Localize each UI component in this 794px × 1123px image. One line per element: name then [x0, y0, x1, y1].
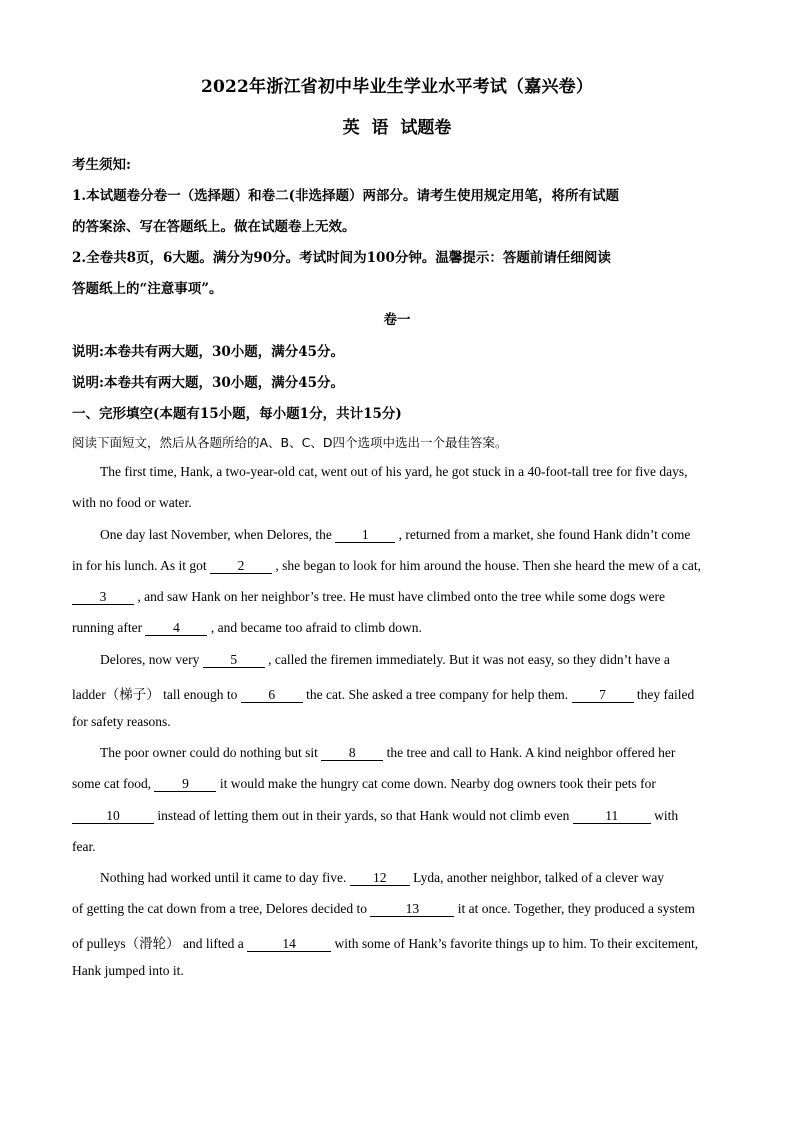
passage-text: the tree and call to Hank. A kind neighbor offered her: [383, 745, 676, 760]
passage-text: the cat. She asked a tree company for help them.: [302, 687, 572, 702]
passage-line: [72, 901, 728, 917]
passage-text: it would make the hungry cat come down. Nearby dog owners took their pets for: [216, 776, 656, 791]
passage-line: [100, 870, 728, 886]
passage-text: The first time, Hank, a two-year-old cat, went out of his yard, he got stuck in a 40-foot-tall tree for five days,: [100, 464, 688, 479]
section-heading: 一、完形填空(本题有15小题，每小题1分，共计15分): [72, 406, 402, 422]
exam-title: 2022年浙江省初中毕业生学业水平考试（嘉兴卷）: [200, 77, 594, 97]
passage-text: ladder（梯子） tall enough to: [72, 687, 241, 702]
passage-text: , returned from a market, she found Hank didn’t come: [395, 527, 691, 542]
passage-text: fear.: [72, 839, 96, 854]
passage-text: Nothing had worked until it came to day five.: [100, 870, 350, 885]
passage-text: One day last November, when Delores, the: [100, 527, 336, 542]
passage-line: [72, 776, 728, 792]
notice-item-1-cont: 的答案涂、写在答题纸上。做在试题卷上无效。: [72, 219, 356, 235]
notice-item-1: 1.本试题卷分卷一（选择题）和卷二(非选择题）两部分。请考生使用规定用笔，将所有试题: [72, 188, 619, 204]
passage-line: [72, 620, 728, 636]
passage-line: [72, 808, 728, 824]
passage-text: with some of Hank’s favorite things up to him. To their excitement,: [331, 936, 699, 951]
passage-text: Lyda, another neighbor, talked of a clever way: [409, 870, 665, 885]
volume-note: 说明:本卷共有两大题，30小题，满分45分。: [72, 344, 345, 360]
blank-4[interactable]: 4: [145, 621, 207, 636]
passage-line: [72, 963, 728, 979]
blank-8[interactable]: 8: [321, 746, 383, 761]
notice-item-2: 2.全卷共8页，6大题。满分为90分。考试时间为100分钟。温馨提示：答题前请任细阅读: [72, 250, 611, 266]
passage-line: [72, 714, 728, 730]
notice-heading: 考生须知:: [72, 157, 131, 173]
blank-2[interactable]: 2: [210, 559, 272, 574]
passage-line: [100, 527, 728, 543]
passage-text: The poor owner could do nothing but sit: [100, 745, 322, 760]
passage-text: of pulleys（滑轮） and lifted a: [72, 936, 248, 951]
passage-text: of getting the cat down from a tree, Delores decided to: [72, 901, 371, 916]
blank-12[interactable]: 12: [350, 871, 410, 886]
volume-note-repeat: 说明:本卷共有两大题，30小题，满分45分。: [72, 375, 345, 391]
passage-line: [72, 589, 728, 605]
passage-line: [100, 745, 728, 761]
blank-6[interactable]: 6: [241, 688, 303, 703]
passage-text: , she began to look for him around the house. Then she heard the mew of a cat,: [272, 558, 702, 573]
passage-text: , and saw Hank on her neighbor’s tree. He must have climbed onto the tree while some dogs were: [134, 589, 665, 604]
passage-line: [72, 839, 728, 855]
passage-text: Hank jumped into it.: [72, 963, 184, 978]
passage-line: [100, 652, 728, 668]
blank-11[interactable]: 11: [573, 809, 651, 824]
volume-label: 卷一: [383, 312, 411, 328]
passage-line: [72, 558, 728, 574]
blank-5[interactable]: 5: [203, 653, 265, 668]
blank-13[interactable]: 13: [370, 902, 454, 917]
passage-line: [100, 464, 728, 480]
notice-item-2-cont: 答题纸上的“注意事项”。: [72, 281, 223, 297]
section-instruction: 阅读下面短文，然后从各题所给的A、B、C、D四个选项中选出一个最佳答案。: [72, 435, 508, 450]
passage-line: [72, 683, 728, 703]
passage-text: running after: [72, 620, 146, 635]
passage-text: , and became too afraid to climb down.: [207, 620, 422, 635]
blank-7[interactable]: 7: [572, 688, 634, 703]
passage-line: [72, 932, 728, 952]
passage-text: they failed: [633, 687, 695, 702]
passage-text: , called the firemen immediately. But it was not easy, so they didn’t have a: [264, 652, 670, 667]
passage-text: Delores, now very: [100, 652, 203, 667]
passage-text: it at once. Together, they produced a system: [454, 901, 695, 916]
blank-14[interactable]: 14: [247, 937, 331, 952]
exam-subtitle: 英 语 试题卷: [342, 118, 452, 138]
passage-text: with no food or water.: [72, 495, 192, 510]
blank-9[interactable]: 9: [154, 777, 216, 792]
passage-text: some cat food,: [72, 776, 155, 791]
passage-text: instead of letting them out in their yards, so that Hank would not climb even: [154, 808, 573, 823]
passage-text: in for his lunch. As it got: [72, 558, 210, 573]
blank-3[interactable]: 3: [72, 590, 134, 605]
passage-text: for safety reasons.: [72, 714, 171, 729]
blank-1[interactable]: 1: [335, 528, 395, 543]
passage-line: [72, 495, 728, 511]
blank-10[interactable]: 10: [72, 809, 154, 824]
passage-text: with: [650, 808, 679, 823]
